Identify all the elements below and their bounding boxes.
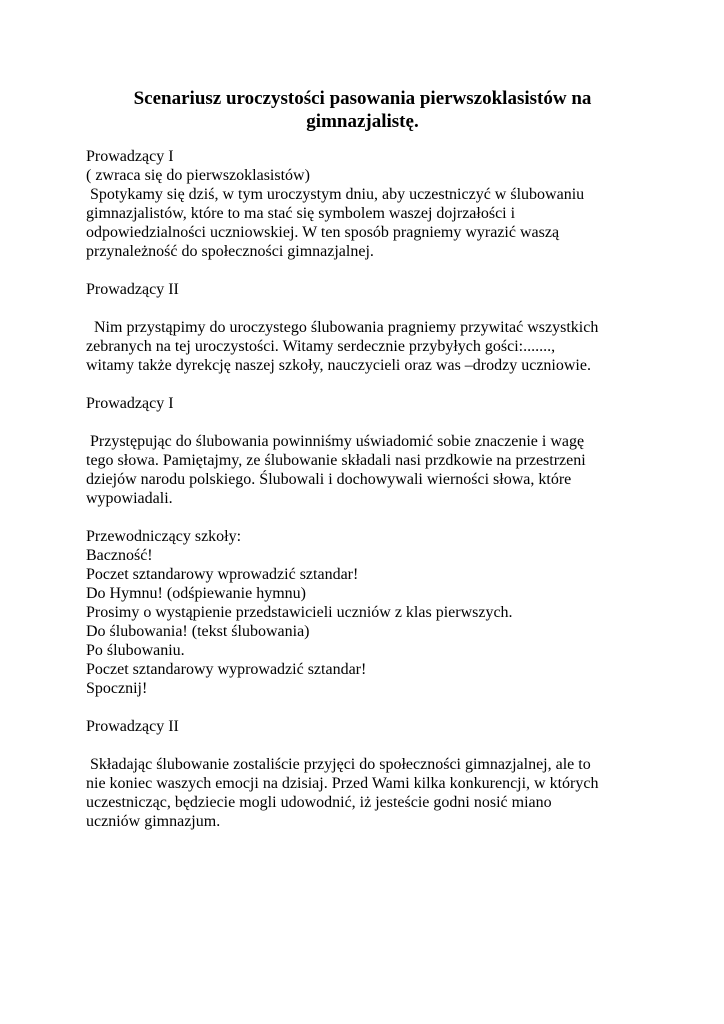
paragraph-gap [86, 736, 666, 755]
document-body [86, 147, 666, 831]
text-line: uczniów gimnazjum. [86, 813, 221, 830]
paragraph-host-2b-label [86, 717, 666, 736]
command-line: Poczet sztandarowy wprowadzić sztandar! [86, 566, 359, 583]
text-line: gimnazjalistów, które to ma stać się symbolem waszej dojrzałości i [86, 205, 516, 222]
speaker-label: Przewodniczący szkoły: [86, 528, 242, 545]
command-line: Baczność! [86, 547, 153, 564]
title-line: gimnazjalistę. [306, 111, 419, 132]
text-line: odpowiedzialności uczniowskiej. W ten sposób pragniemy wyrazić waszą [86, 224, 560, 241]
text-line: zebranych na tej uroczystości. Witamy serdecznie przybyłych gości:......., [86, 338, 556, 355]
command-line: Spocznij! [86, 680, 148, 697]
text-line: witamy także dyrekcję naszej szkoły, nauczycieli oraz was –drodzy uczniowie. [86, 357, 591, 374]
command-line: Poczet sztandarowy wyprowadzić sztandar! [86, 661, 367, 678]
command-line: Do ślubowania! (tekst ślubowania) [86, 623, 310, 640]
stage-direction: ( zwraca się do pierwszoklasistów) [86, 167, 310, 184]
command-line: Prosimy o wystąpienie przedstawicieli uczniów z klas pierwszych. [86, 604, 513, 621]
command-line: Po ślubowaniu. [86, 642, 185, 659]
speaker-label: Prowadzący II [86, 718, 179, 735]
text-line: Spotykamy się dziś, w tym uroczystym dniu, aby uczestniczyć w ślubowaniu [86, 186, 585, 203]
text-line: Przystępując do ślubowania powinniśmy uświadomić sobie znaczenie i wagę [86, 433, 585, 450]
text-line: Nim przystąpimy do uroczystego ślubowania pragniemy przywitać wszystkich [86, 319, 599, 336]
title-line: Scenariusz uroczystości pasowania pierwszoklasistów na [133, 88, 592, 109]
speaker-label: Prowadzący II [86, 281, 179, 298]
paragraph-host-2-label [86, 280, 666, 299]
text-line: tego słowa. Pamiętajmy, ze ślubowanie składali nasi przdkowie na przestrzeni [86, 452, 586, 469]
paragraph-gap [86, 261, 666, 280]
paragraph-host-2-text [86, 318, 666, 375]
paragraph-gap [86, 299, 666, 318]
text-line: wypowiadali. [86, 490, 173, 507]
text-line: Składając ślubowanie zostaliście przyjęci do społeczności gimnazjalnej, ale to [86, 756, 591, 773]
text-line: nie koniec waszych emocji na dzisiaj. Przed Wami kilka konkurencji, w których [86, 775, 599, 792]
paragraph-intro-host-1 [86, 147, 666, 261]
paragraph-gap [86, 698, 666, 717]
paragraph-host-1b-label [86, 394, 666, 413]
paragraph-gap [86, 375, 666, 394]
paragraph-host-1b-text [86, 432, 666, 508]
document-title [86, 87, 639, 133]
speaker-label: Prowadzący I [86, 395, 174, 412]
text-line: uczestnicząc, będziecie mogli udowodnić, iż jesteście godni nosić miano [86, 794, 552, 811]
paragraph-host-2b-text [86, 755, 666, 831]
text-line: przynależność do społeczności gimnazjalnej. [86, 243, 374, 260]
command-line: Do Hymnu! (odśpiewanie hymnu) [86, 585, 306, 602]
speaker-label: Prowadzący I [86, 148, 174, 165]
text-line: dziejów narodu polskiego. Ślubowali i dochowywali wierności słowa, które [86, 471, 572, 488]
paragraph-gap [86, 508, 666, 527]
paragraph-chair-commands [86, 527, 666, 698]
paragraph-gap [86, 413, 666, 432]
